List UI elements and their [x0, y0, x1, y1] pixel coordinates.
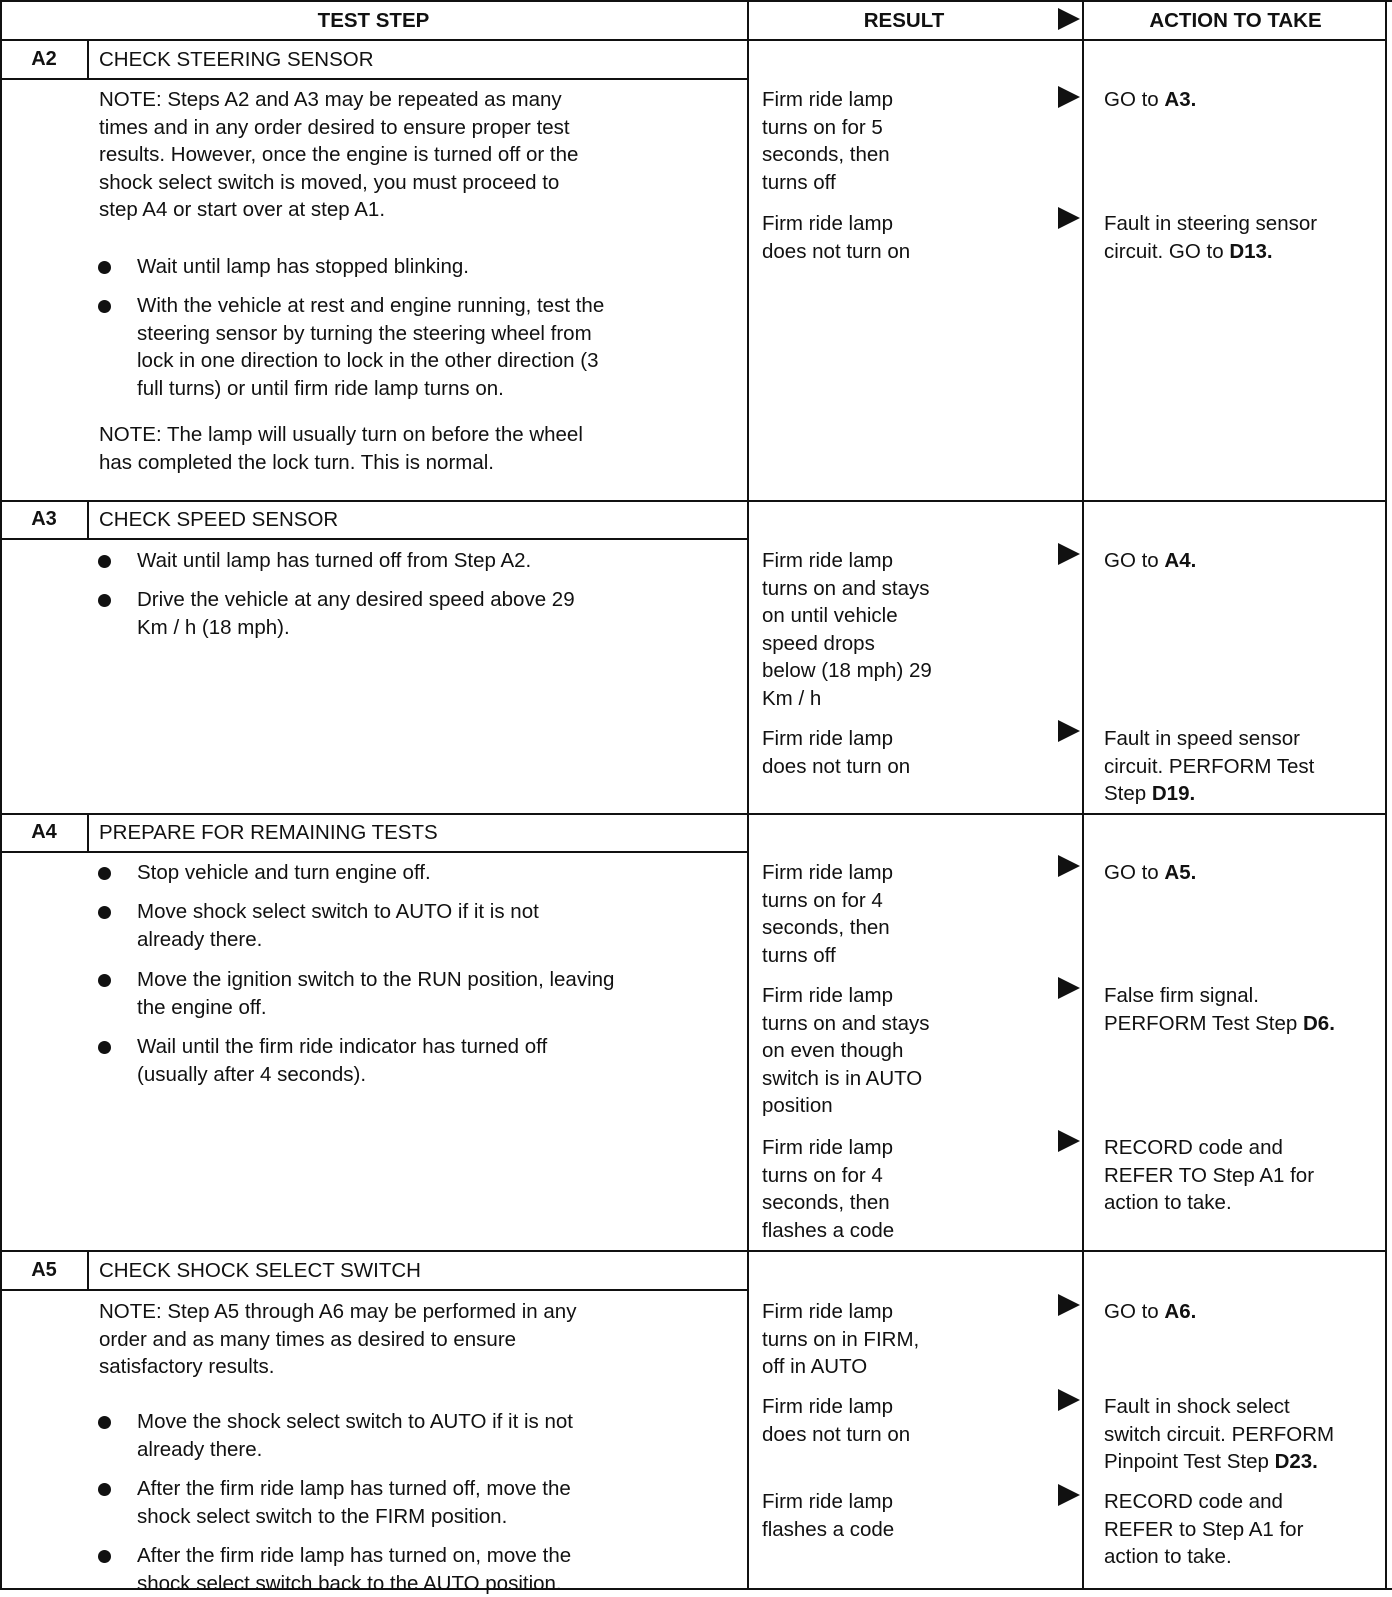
step-a5-action-2: Fault in shock select switch circuit. PERFORM Pinpoint Test Step D23. — [1104, 1395, 1335, 1473]
result-arrow-icon — [1058, 543, 1080, 565]
section-divider-a5 — [0, 1250, 1387, 1252]
bullet-icon — [98, 974, 111, 987]
step-a4-bullet-4: Wail until the firm ride indicator has turned off (usually after 4 seconds). — [137, 1035, 548, 1086]
result-arrow-icon — [1058, 207, 1080, 229]
step-a4-bullet-3: Move the ignition switch to the RUN position, leaving the engine off. — [137, 968, 615, 1019]
step-id-a4: A4 — [31, 821, 57, 843]
header-divider — [0, 39, 1387, 41]
step-a5-result-2: Firm ride lamp does not turn on — [762, 1395, 911, 1446]
step-a5-action-3: RECORD code and REFER to Step A1 for action to take. — [1104, 1490, 1304, 1568]
title-divider-a5 — [0, 1289, 749, 1291]
bullet-icon — [98, 261, 111, 274]
step-id-a2: A2 — [31, 48, 57, 70]
step-a3-action-2: Fault in speed sensor circuit. PERFORM Test Step D19. — [1104, 727, 1315, 805]
title-divider-a4 — [0, 851, 749, 853]
step-a5-note: NOTE: Step A5 through A6 may be performed in any order and as many times as desired to ensure satisfactory results. — [99, 1300, 577, 1378]
step-a2-bullet-2: With the vehicle at rest and engine running, test the steering sensor by turning the steering wheel from lock in one direction to lock in the other direction (3 full turns) or until firm ride lamp turns on. — [137, 294, 605, 400]
title-divider-a3 — [0, 538, 749, 540]
step-a2-result-2: Firm ride lamp does not turn on — [762, 212, 911, 263]
column-divider-action — [1082, 0, 1084, 1590]
result-arrow-icon — [1058, 1389, 1080, 1411]
step-title-a2: CHECK STEERING SENSOR — [99, 48, 374, 71]
bullet-icon — [98, 594, 111, 607]
step-a5-result-1: Firm ride lamp turns on in FIRM, off in AUTO — [762, 1300, 920, 1378]
step-a5-action-1: GO to A6. — [1104, 1300, 1197, 1323]
step-a4-action-3: RECORD code and REFER TO Step A1 for action to take. — [1104, 1136, 1315, 1214]
step-a2-result-1: Firm ride lamp turns on for 5 seconds, then turns off — [762, 88, 893, 194]
step-a4-result-1: Firm ride lamp turns on for 4 seconds, then turns off — [762, 861, 893, 967]
bullet-icon — [98, 1041, 111, 1054]
result-arrow-icon — [1058, 86, 1080, 108]
bullet-icon — [98, 867, 111, 880]
bullet-icon — [98, 906, 111, 919]
step-a4-result-2: Firm ride lamp turns on and stays on even though switch is in AUTO position — [762, 984, 930, 1117]
table-top-border — [0, 0, 1392, 2]
result-arrow-icon — [1058, 1484, 1080, 1506]
step-id-a3: A3 — [31, 508, 57, 530]
header-result: RESULT — [863, 9, 945, 32]
step-a4-action-1: GO to A5. — [1104, 861, 1197, 884]
step-a4-bullet-1: Stop vehicle and turn engine off. — [137, 861, 431, 884]
header-test-step: TEST STEP — [317, 9, 430, 32]
bullet-icon — [98, 555, 111, 568]
step-a2-action-1: GO to A3. — [1104, 88, 1197, 111]
title-divider-a2 — [0, 78, 749, 80]
step-title-a4: PREPARE FOR REMAINING TESTS — [99, 821, 438, 844]
section-divider-a4 — [0, 813, 1387, 815]
step-a5-bullet-2: After the firm ride lamp has turned off, move the shock select switch to the FIRM position. — [137, 1477, 571, 1528]
result-arrow-icon — [1058, 855, 1080, 877]
step-a5-bullet-1: Move the shock select switch to AUTO if it is not already there. — [137, 1410, 573, 1461]
step-a3-bullet-1: Wait until lamp has turned off from Step A2. — [137, 549, 532, 572]
section-divider-a3 — [0, 500, 1387, 502]
column-divider-result — [747, 0, 749, 1590]
header-arrow-icon — [1058, 8, 1080, 30]
bullet-icon — [98, 1550, 111, 1563]
step-a2-action-2: Fault in steering sensor circuit. GO to D13. — [1104, 212, 1318, 263]
bullet-icon — [98, 300, 111, 313]
step-a4-bullet-2: Move shock select switch to AUTO if it is not already there. — [137, 900, 539, 951]
step-id-a5: A5 — [31, 1259, 57, 1281]
bullet-icon — [98, 1483, 111, 1496]
result-arrow-icon — [1058, 720, 1080, 742]
table-right-border — [1385, 0, 1387, 1590]
result-arrow-icon — [1058, 977, 1080, 999]
step-a2-note: NOTE: Steps A2 and A3 may be repeated as many times and in any order desired to ensure proper test results. However, once the engine is turned off or the shock select switch is moved, you must proceed to step A4 or start over at step A1. — [99, 88, 579, 221]
step-a2-note-2: NOTE: The lamp will usually turn on before the wheel has completed the lock turn. This is normal. — [99, 423, 583, 474]
result-arrow-icon — [1058, 1294, 1080, 1316]
step-a5-bullet-3: After the firm ride lamp has turned on, move the shock select switch back to the AUTO position. — [137, 1544, 572, 1595]
step-a3-action-1: GO to A4. — [1104, 549, 1197, 572]
step-a3-result-1: Firm ride lamp turns on and stays on until vehicle speed drops below (18 mph) 29 Km / h — [762, 549, 932, 710]
table-left-border — [0, 0, 2, 1590]
step-title-a5: CHECK SHOCK SELECT SWITCH — [99, 1259, 421, 1282]
step-a4-result-3: Firm ride lamp turns on for 4 seconds, then flashes a code — [762, 1136, 895, 1242]
step-title-a3: CHECK SPEED SENSOR — [99, 508, 339, 531]
bullet-icon — [98, 1416, 111, 1429]
step-a2-bullet-1: Wait until lamp has stopped blinking. — [137, 255, 469, 278]
result-arrow-icon — [1058, 1130, 1080, 1152]
step-a4-action-2: False firm signal. PERFORM Test Step D6. — [1104, 984, 1335, 1035]
step-a3-result-2: Firm ride lamp does not turn on — [762, 727, 911, 778]
header-action: ACTION TO TAKE — [1149, 9, 1322, 32]
step-a3-bullet-2: Drive the vehicle at any desired speed above 29 Km / h (18 mph). — [137, 588, 575, 639]
step-a5-result-3: Firm ride lamp flashes a code — [762, 1490, 895, 1541]
